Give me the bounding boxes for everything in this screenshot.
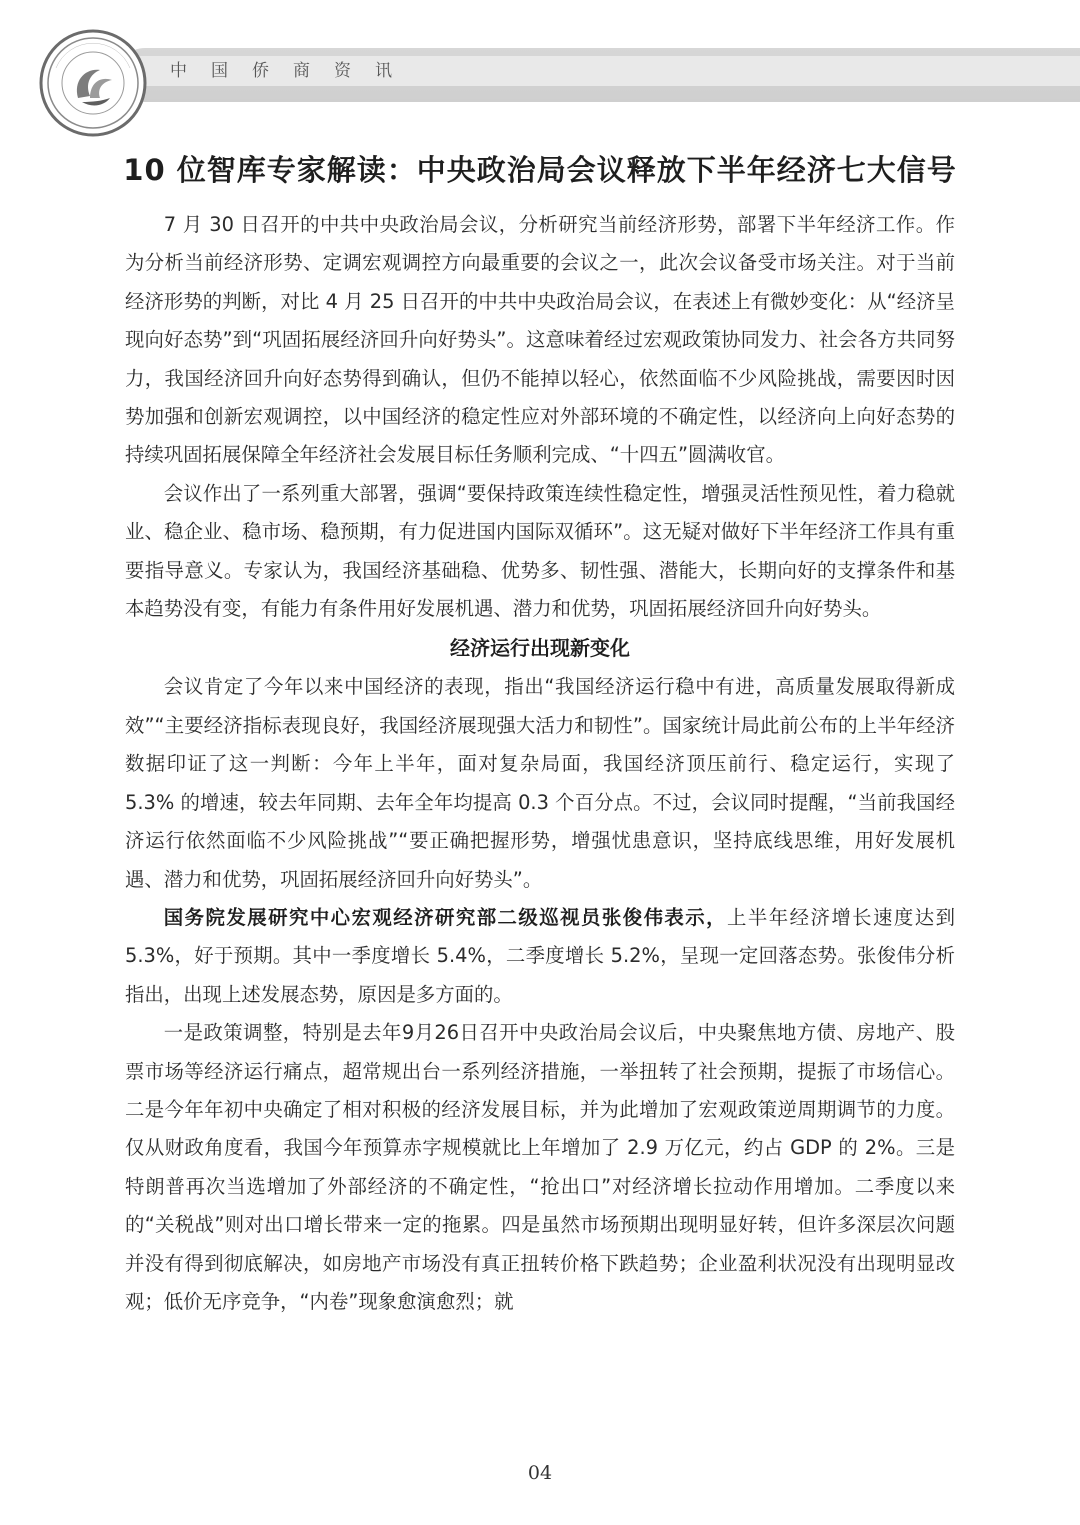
page-number: 04 xyxy=(527,1462,553,1484)
header-title: 中国侨商资讯 xyxy=(170,61,416,81)
article-title: 10 位智库专家解读：中央政治局会议释放下半年经济七大信号 xyxy=(123,153,957,187)
paragraph-lead-rest: 上半年经济增长速度达到 5.3%，好于预期。其中一季度增长 5.4%，二季度增长 5.2%，呈现一定回落态势。张俊伟分析指出，出现上述发展态势，原因是多方面的。 xyxy=(125,905,956,1006)
paragraph-1: 7 月 30 日召开的中共中央政治局会议，分析研究当前经济形势，部署下半年经济工作。作为分析当前经济形势、定调宏观调控方向最重要的会议之一，此次会议备受市场关注。对于当前经济形势的判断，对比 4 月 25 日召开的中共中央政治局会议，在表述上有微妙变化：从“经济呈现向好态势”到“巩固拓展经济回升向好势头”。这意味着经过宏观政策协同发力、社会各方共同努力，我国经济回升向好态势得到确认，但仍不能掉以轻心，依然面临不少风险挑战，需要因时因势加强和创新宏观调控，以中国经济的稳定性应对外部环境的不确定性，以经济向上向好态势的持续巩固拓展保障全年经济社会发展目标任务顺利完成、“十四五”圆满收官。 xyxy=(125,213,955,467)
article-body xyxy=(125,206,955,1321)
paragraph-5: 一是政策调整，特别是去年9月26日召开中央政治局会议后，中央聚焦地方债、房地产、股票市场等经济运行痛点，超常规出台一系列经济措施，一举扭转了社会预期，提振了市场信心。二是今年年初中央确定了相对积极的经济发展目标，并为此增加了宏观政策逆周期调节的力度。仅从财政角度看，我国今年预算赤字规模就比上年增加了 2.9 万亿元，约占 GDP 的 2%。三是特朗普再次当选增加了外部经济的不确定性，“抢出口”对经济增长拉动作用增加。二季度以来的“关税战”则对出口增长带来一定的拖累。四是虽然市场预期出现明显好转，但许多深层次问题并没有得到彻底解决，如房地产市场没有真正扭转价格下跌趋势；企业盈利状况没有出现明显改观；低价无序竞争，“内卷”现象愈演愈烈；就 xyxy=(125,1021,955,1313)
section-heading: 经济运行出现新变化 xyxy=(450,636,630,661)
paragraph-4 xyxy=(125,899,955,1014)
paragraph-3: 会议肯定了今年以来中国经济的表现，指出“我国经济运行稳中有进，高质量发展取得新成效”“主要经济指标表现良好，我国经济展现强大活力和韧性”。国家统计局此前公布的上半年经济数据印证了这一判断：今年上半年，面对复杂局面，我国经济顶压前行、稳定运行，实现了 5.3% 的增速，较去年同期、去年全年均提高 0.3 个百分点。不过，会议同时提醒，“当前我国经济运行依然面临不少风险挑战”“要正确把握形势，增强忧患意识，坚持底线思维，用好发展机遇、潜力和优势，巩固拓展经济回升向好势头”。 xyxy=(125,675,955,891)
paragraph-lead: 国务院发展研究中心宏观经济研究部二级巡视员张俊伟表示， xyxy=(163,905,728,929)
logo-seal xyxy=(38,28,148,138)
paragraph-2: 会议作出了一系列重大部署，强调“要保持政策连续性稳定性，增强灵活性预见性，着力稳就业、稳企业、稳市场、稳预期，有力促进国内国际双循环”。这无疑对做好下半年经济工作具有重要指导意义。专家认为，我国经济基础稳、优势多、韧性强、潜能大，长期向好的支撑条件和基本趋势没有变，有能力有条件用好发展机遇、潜力和优势，巩固拓展经济回升向好势头。 xyxy=(125,481,955,621)
